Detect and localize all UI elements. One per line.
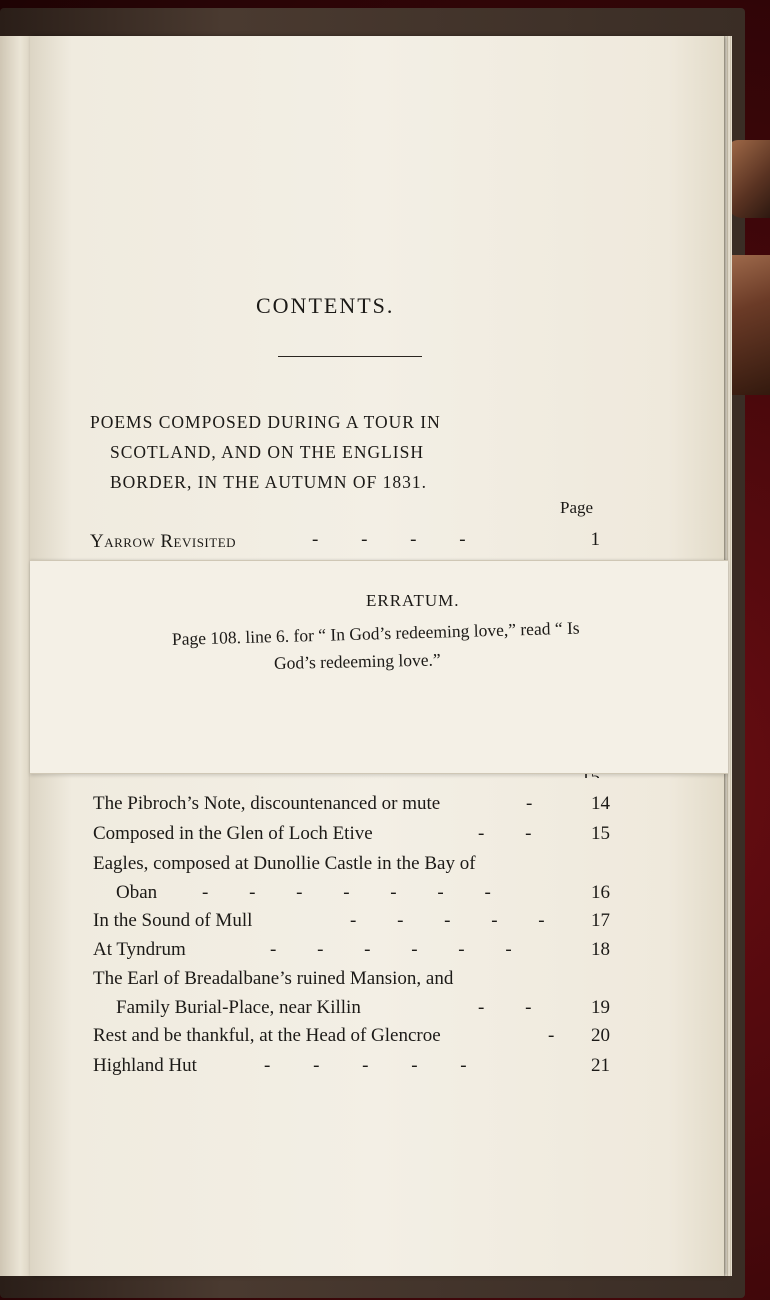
entry-title: The Pibroch’s Note, discountenanced or mute xyxy=(93,793,441,814)
section-heading-line-3: BORDER, IN THE AUTUMN OF 1831. xyxy=(110,472,427,492)
section-heading-line-1: POEMS COMPOSED DURING A TOUR IN xyxy=(90,412,441,432)
entry-title: Yarrow Revisited xyxy=(90,531,237,552)
entry-dashes: - - xyxy=(478,823,532,844)
entry-dashes: - - - - xyxy=(312,529,466,550)
entry-dashes: - - - - - xyxy=(264,1055,467,1076)
entry-page-number: 20 xyxy=(591,1025,610,1046)
entry-page-number: 18 xyxy=(591,939,610,960)
brass-clasp-top xyxy=(728,140,770,218)
entry-title-continued: Oban xyxy=(116,882,158,903)
entry-title: Highland Hut xyxy=(93,1055,197,1076)
title-rule xyxy=(278,356,422,357)
entry-title: In the Sound of Mull xyxy=(93,910,253,931)
entry-dashes: - - - - - xyxy=(350,910,545,931)
page-title: CONTENTS. xyxy=(256,293,395,318)
page-column-label: Page xyxy=(560,498,594,517)
entry-dashes: - xyxy=(548,1025,555,1046)
entry-title: Eagles, composed at Dunollie Castle in the Bay of xyxy=(93,853,476,874)
entry-dashes: - - xyxy=(478,997,532,1018)
entry-page-number: 15 xyxy=(591,823,610,844)
erratum-line-2: God’s redeeming love.” xyxy=(273,649,441,673)
section-heading-line-2: SCOTLAND, AND ON THE ENGLISH xyxy=(110,442,424,462)
entry-title: At Tyndrum xyxy=(93,939,186,960)
entry-title-continued: Family Burial-Place, near Killin xyxy=(116,997,361,1018)
entry-title: Rest and be thankful, at the Head of Glencroe xyxy=(93,1025,441,1046)
erratum-line-1: Page 108. line 6. for “ In God’s redeeming love,” read “ Is xyxy=(171,617,580,649)
entry-title: Composed in the Glen of Loch Etive xyxy=(93,823,373,844)
erratum-title: ERRATUM. xyxy=(366,591,460,610)
entry-title: The Earl of Breadalbane’s ruined Mansion, and xyxy=(93,968,454,989)
entry-dashes: - - - - - - - xyxy=(202,882,491,903)
entry-page-number: 1 xyxy=(590,529,600,550)
erratum-slip xyxy=(30,560,728,774)
entry-page-number: 17 xyxy=(591,910,610,931)
entry-dashes: - - - - - - xyxy=(270,939,512,960)
entry-page-number: 21 xyxy=(591,1055,610,1076)
facing-page-edge xyxy=(0,36,34,1276)
entry-page-number: 16 xyxy=(591,882,610,903)
entry-dashes: - xyxy=(526,793,533,814)
entry-page-number: 14 xyxy=(591,793,610,814)
entry-page-number: 19 xyxy=(591,997,610,1018)
